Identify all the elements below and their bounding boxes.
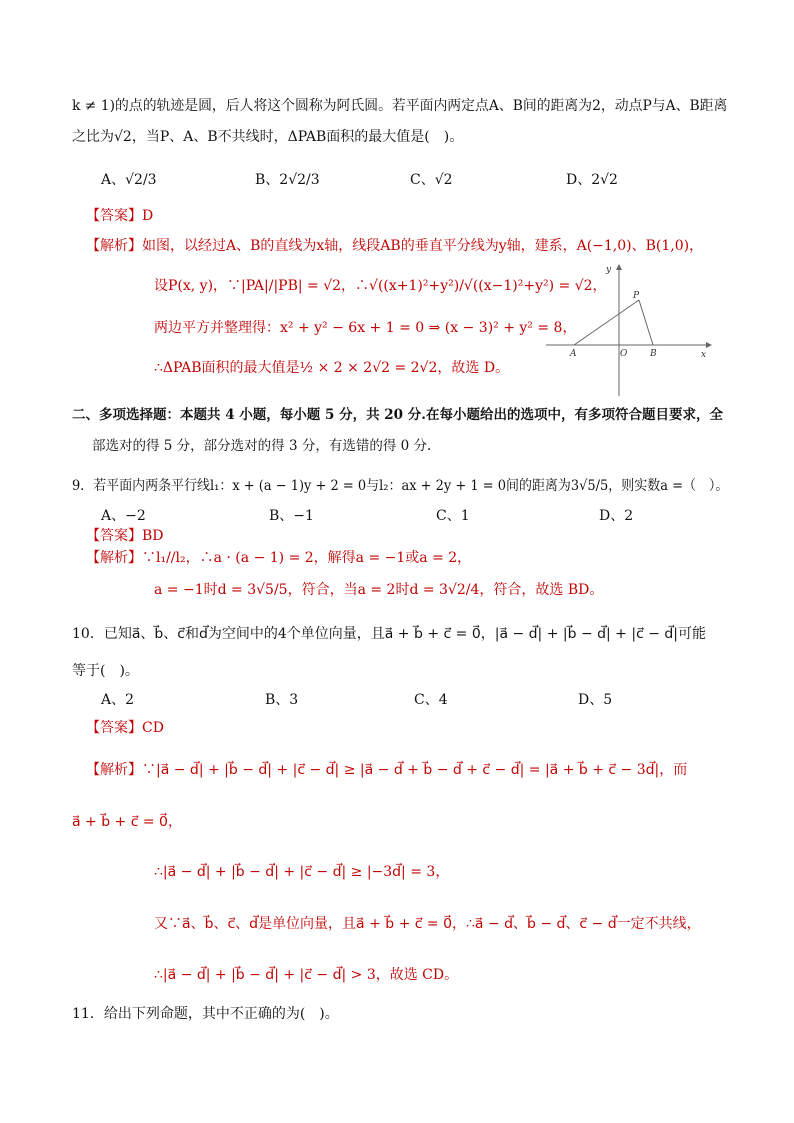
label-y: y	[606, 265, 612, 275]
analysis-text: ∵|a⃗ − d⃗| + |b⃗ − d⃗| + |c⃗ − d⃗| ≥ |a⃗ − d⃗ + b⃗ − d⃗ + c⃗ − d⃗| = |a⃗ + b⃗ + c⃗ − 3d⃗|，而	[142, 762, 688, 778]
q8-analysis-line4: ∴ΔPAB面积的最大值是½ × 2 × 2√2 = 2√2，故选 D。	[154, 360, 510, 376]
q8-stem-line2: 之比为√2，当P、A、B不共线时，ΔPAB面积的最大值是( )。	[72, 129, 464, 145]
q8-option-d: D、2√2	[566, 172, 618, 188]
segment-pb	[639, 300, 653, 345]
label-a: A	[570, 349, 577, 359]
q8-analysis-line1	[86, 236, 703, 256]
q9-option-c: C、1	[436, 508, 470, 524]
q9-option-d: D、2	[599, 508, 634, 524]
analysis-tag: 【解析】	[86, 550, 142, 566]
q9-answer	[86, 526, 164, 546]
q10-analysis-line4: 又∵a⃗、b⃗、c⃗、d⃗是单位向量，且a⃗ + b⃗ + c⃗ = 0⃗，∴a⃗ − d⃗、b⃗ − d⃗、c⃗ − d⃗一定不共线，	[154, 916, 701, 932]
q10-analysis-line2: a⃗ + b⃗ + c⃗ = 0⃗，	[72, 814, 182, 830]
y-axis-arrow	[616, 264, 622, 270]
section2-line2: 部选对的得 5 分，部分选对的得 3 分，有选错的得 0 分.	[92, 438, 432, 454]
q8-analysis-line3: 两边平方并整理得：x² + y² − 6x + 1 = 0 ⇒ (x − 3)² + y² = 8，	[154, 320, 577, 336]
label-o: O	[620, 349, 628, 359]
answer-tag: 【答案】	[86, 208, 142, 224]
q9-analysis-line1	[86, 548, 471, 568]
q10-stem-line1: 10．已知a⃗、b⃗、c⃗和d⃗为空间中的4个单位向量，且a⃗ + b⃗ + c⃗ = 0⃗，|a⃗ − d⃗| + |b⃗ − d⃗| + |c⃗ − d⃗|可能	[72, 626, 707, 642]
q8-stem-line1: k ≠ 1)的点的轨迹是圆，后人将这个圆称为阿氏圆。若平面内两定点A、B间的距离为2，动点P与A、B距离	[72, 98, 728, 114]
q9-option-b: B、−1	[269, 508, 314, 524]
q10-analysis-line3: ∴|a⃗ − d⃗| + |b⃗ − d⃗| + |c⃗ − d⃗| ≥ |−3d⃗| = 3，	[154, 864, 450, 880]
answer-value: BD	[142, 528, 164, 544]
q10-option-c: C、4	[414, 692, 448, 708]
label-p: P	[633, 291, 640, 301]
q10-analysis-line5: ∴|a⃗ − d⃗| + |b⃗ − d⃗| + |c⃗ − d⃗| > 3，故选 CD。	[154, 967, 459, 983]
q10-answer	[86, 718, 164, 738]
label-x: x	[701, 350, 707, 360]
analysis-text: ∵l₁//l₂，∴a · (a − 1) = 2，解得a = −1或a = 2，	[142, 550, 472, 566]
answer-tag: 【答案】	[86, 528, 142, 544]
label-b: B	[650, 349, 657, 359]
answer-tag: 【答案】	[86, 720, 142, 736]
triangle-figure	[540, 262, 716, 398]
q11-stem: 11．给出下列命题，其中不正确的为( )。	[72, 1006, 339, 1022]
answer-value: D	[142, 208, 154, 224]
analysis-tag: 【解析】	[86, 762, 142, 778]
q9-option-a: A、−2	[101, 508, 146, 524]
q10-option-a: A、2	[101, 692, 135, 708]
q8-answer	[86, 206, 153, 226]
q9-analysis-line2: a = −1时d = 3√5/5，符合，当a = 2时d = 3√2/4，符合，故选 BD。	[154, 582, 604, 598]
x-axis-arrow	[706, 342, 712, 348]
q8-option-b: B、2√2/3	[255, 172, 320, 188]
q10-option-d: D、5	[578, 692, 613, 708]
analysis-text: 如图，以经过A、B的直线为x轴，线段AB的垂直平分线为y轴，建系，A(−1,0)、B(1,0)，	[142, 238, 704, 254]
q8-option-a: A、√2/3	[101, 172, 157, 188]
analysis-tag: 【解析】	[86, 238, 142, 254]
q8-analysis-line2: 设P(x, y)，∵|PA|/|PB| = √2，∴√((x+1)²+y²)/√((x−1)²+y²) = √2，	[154, 278, 607, 294]
q10-stem-line2: 等于( )。	[72, 663, 139, 679]
q9-stem: 9．若平面内两条平行线l₁：x + (a − 1)y + 2 = 0与l₂：ax + 2y + 1 = 0间的距离为3√5/5，则实数a =（ ）。	[72, 478, 729, 494]
answer-value: CD	[142, 720, 164, 736]
q10-analysis-line1	[86, 760, 687, 780]
q10-option-b: B、3	[265, 692, 299, 708]
section2-line1: 二、多项选择题：本题共 4 小题，每小题 5 分，共 20 分.在每小题给出的选项中，有多项符合题目要求，全	[72, 407, 723, 423]
segment-ap	[574, 300, 639, 345]
q8-option-c: C、√2	[410, 172, 453, 188]
